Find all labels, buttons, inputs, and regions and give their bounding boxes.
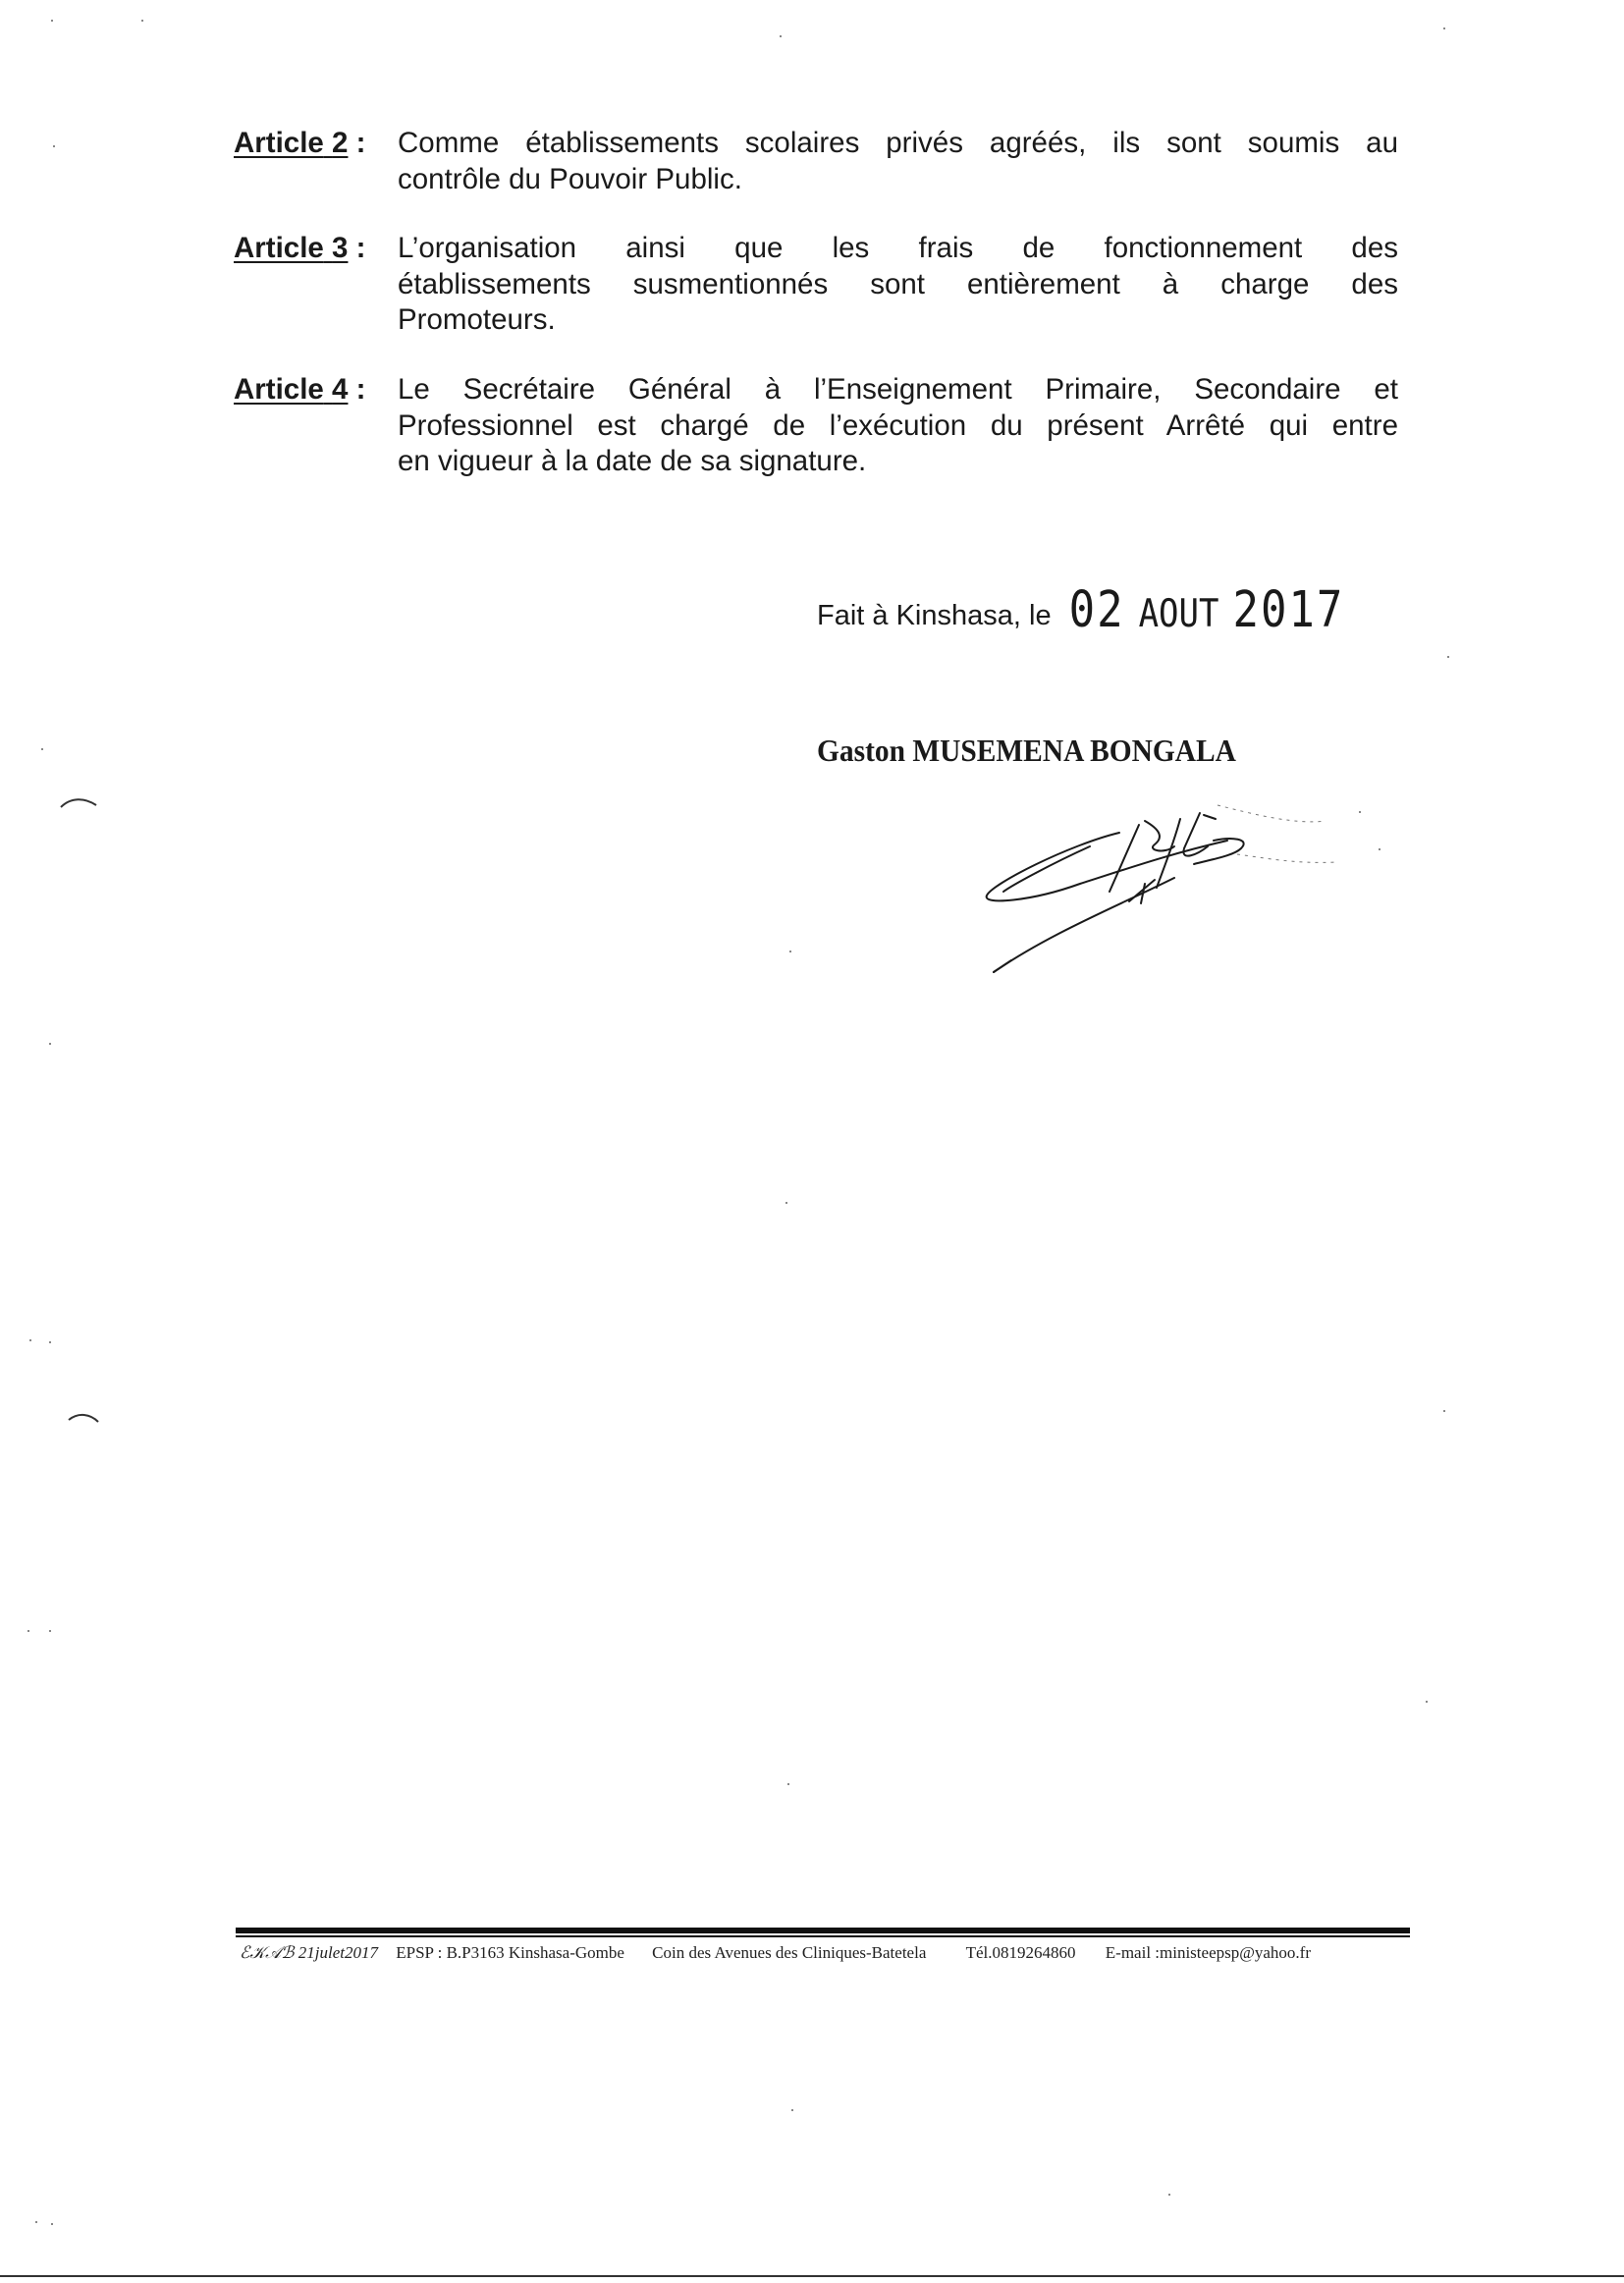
- article-2-text: Comme établissements scolaires privés agréés, ils sont soumis au contrôle du Pouvoir Public.: [398, 127, 1398, 195]
- signer-name: Gaston MUSEMENA BONGALA: [817, 733, 1236, 768]
- article-3-label: Article 3 :: [234, 232, 366, 264]
- article-4-label: Article 4 :: [234, 373, 366, 406]
- article-3-text: L’organisation ainsi que les frais de fonctionnement des établissements susmentionnés sont entièrement à charge des Promoteurs.: [398, 232, 1398, 336]
- footer-ref: ℰ𝒦𝒜ℬ 21julet2017: [240, 1943, 378, 1962]
- article-4-text: Le Secrétaire Général à l’Enseignement Primaire, Secondaire et Professionnel est chargé de l’exécution du présent Arrêté qui entre en vigueur à la date de sa signature.: [398, 373, 1398, 477]
- footer-location: Coin des Avenues des Cliniques-Batetela: [652, 1943, 927, 1962]
- footer-phone: Tél.0819264860: [965, 1943, 1076, 1962]
- date-stamp: 02 AOUT 2017: [1068, 581, 1345, 639]
- place-text: Fait à Kinshasa, le: [817, 600, 1052, 631]
- footer-email: E-mail :ministeepsp@yahoo.fr: [1105, 1943, 1312, 1962]
- article-2-label: Article 2 :: [234, 127, 366, 159]
- footer-address: EPSP : B.P3163 Kinshasa-Gombe: [396, 1943, 624, 1962]
